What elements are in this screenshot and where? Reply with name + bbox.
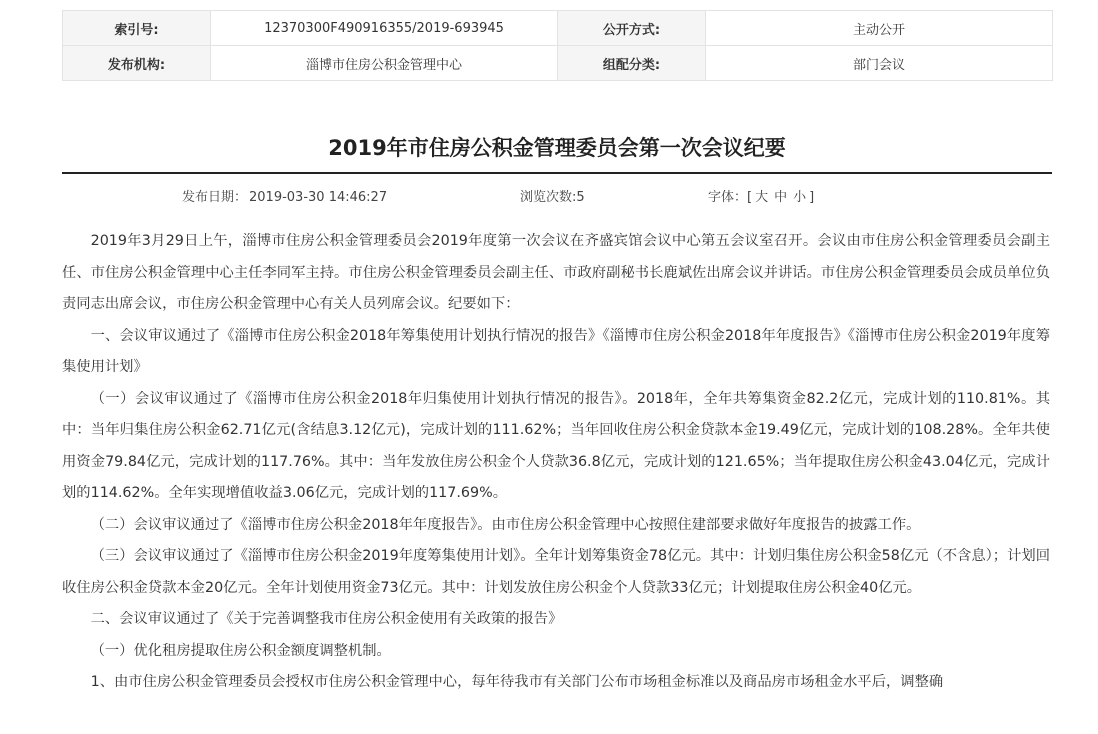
font-size-switcher xyxy=(708,186,814,205)
disclosure-method-label: 公开方式: xyxy=(558,11,706,46)
paragraph-section-1-item-1: （一）会议审议通过了《淄博市住房公积金2018年归集使用计划执行情况的报告》。2018年，全年共筹集资金82.2亿元，完成计划的110.81%。其中：当年归集住房公积金62.71亿元(含结息3.12亿元)，完成计划的111.62%；当年回收住房公积金贷款本金19.49亿元，完成计划的108.28%。全年共使用资金79.84亿元，完成计划的117.76%。其中：当年发放住房公积金个人贷款36.8亿元，完成计划的121.65%；当年提取住房公积金43.04亿元，完成计划的114.62%。全年实现增值收益3.06亿元，完成计划的117.69%。 xyxy=(62,390,1050,501)
category-label: 组配分类: xyxy=(558,46,706,81)
publish-date xyxy=(182,186,387,205)
paragraph-section-1-item-2: （二）会议审议通过了《淄博市住房公积金2018年年度报告》。由市住房公积金管理中心按照住建部要求做好年度报告的披露工作。 xyxy=(90,516,921,533)
disclosure-method-value: 主动公开 xyxy=(706,11,1053,46)
index-number-value: 12370300F490916355/2019-693945 xyxy=(211,11,558,46)
paragraph-section-1-item-3: （三）会议审议通过了《淄博市住房公积金2019年度筹集使用计划》。全年计划筹集资金78亿元。其中：计划归集住房公积金58亿元（不含息）；计划回收住房公积金贷款本金20亿元。全年计划使用资金73亿元。其中：计划发放住房公积金个人贷款33亿元；计划提取住房公积金40亿元。 xyxy=(62,548,1050,596)
publish-date-value: 2019-03-30 14:46:27 xyxy=(249,190,388,205)
paragraph-section-2: 二、会议审议通过了《关于完善调整我市住房公积金使用有关政策的报告》 xyxy=(90,611,563,627)
paragraph-section-1: 一、会议审议通过了《淄博市住房公积金2018年筹集使用计划执行情况的报告》《淄博市住房公积金2018年年度报告》《淄博市住房公积金2019年度筹集使用计划》 xyxy=(62,327,1050,375)
meta-row-1 xyxy=(63,11,1053,46)
document-meta-table xyxy=(62,10,1053,81)
publisher-label: 发布机构: xyxy=(63,46,211,81)
paragraph-section-2-item-1: （一）优化租房提取住房公积金额度调整机制。 xyxy=(90,642,391,659)
article-title: 2019年市住房公积金管理委员会第一次会议纪要 xyxy=(328,136,786,160)
index-number-label: 索引号: xyxy=(63,11,211,46)
publish-date-label: 发布日期： xyxy=(182,190,248,205)
font-size-bracket-close: ] xyxy=(809,190,815,205)
font-size-large-link[interactable]: 大 xyxy=(755,190,769,205)
title-divider xyxy=(62,172,1052,174)
view-count-value: 5 xyxy=(576,190,585,205)
view-count-label: 浏览次数: xyxy=(520,190,577,205)
category-value: 部门会议 xyxy=(706,46,1053,81)
publisher-value: 淄博市住房公积金管理中心 xyxy=(211,46,558,81)
paragraph-section-2-item-1-point-1: 1、由市住房公积金管理委员会授权市住房公积金管理中心，每年待我市有关部门公布市场租金标准以及商品房市场租金水平后，调整确 xyxy=(90,674,944,690)
font-size-small-link[interactable]: 小 xyxy=(793,190,807,205)
meta-row-2 xyxy=(63,46,1053,81)
article-body xyxy=(62,226,1050,699)
font-size-label: 字体：[ xyxy=(708,190,753,205)
paragraph-intro: 2019年3月29日上午，淄博市住房公积金管理委员会2019年度第一次会议在齐盛宾馆会议中心第五会议室召开。会议由市住房公积金管理委员会副主任、市住房公积金管理中心主任李同军主持。市住房公积金管理委员会副主任、市政府副秘书长鹿斌佐出席会议并讲话。市住房公积金管理委员会成员单位负责同志出席会议，市住房公积金管理中心有关人员列席会议。纪要如下： xyxy=(62,233,1050,312)
font-size-medium-link[interactable]: 中 xyxy=(774,190,788,205)
view-count xyxy=(520,186,585,205)
